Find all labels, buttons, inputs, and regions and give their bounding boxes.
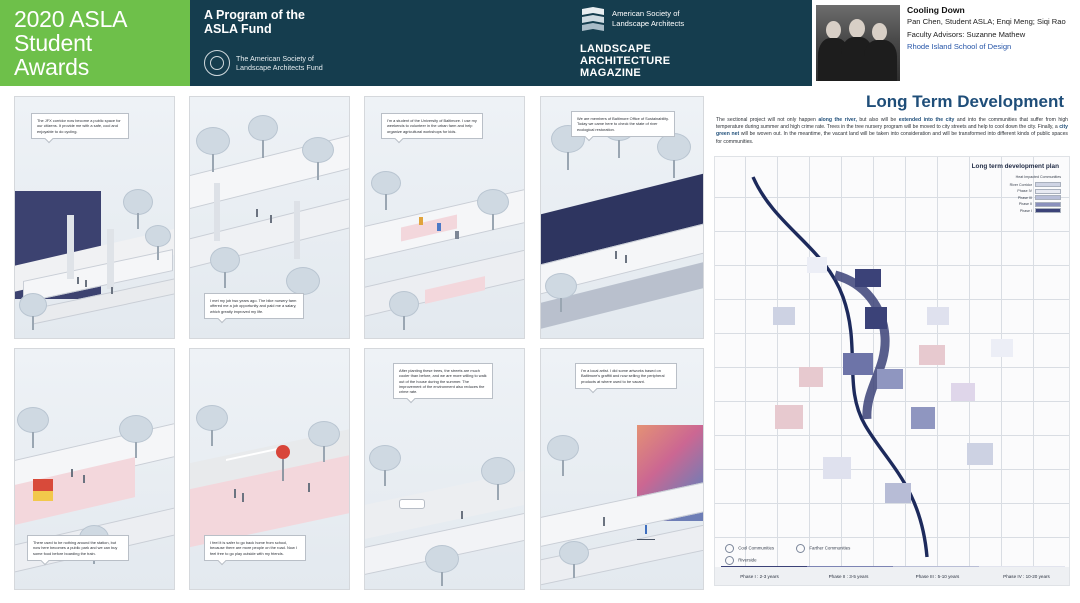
phase-label-1: Phase I : 2-3 years bbox=[740, 573, 779, 579]
legend-swatch-1 bbox=[1035, 189, 1061, 194]
team-photo bbox=[816, 5, 900, 81]
panel-callout-6 bbox=[204, 535, 306, 561]
asla-name-line-2: Landscape Architects bbox=[612, 18, 685, 28]
legend-label-0: River Corridor bbox=[1009, 182, 1032, 187]
panel-callout-7 bbox=[393, 363, 493, 399]
asla-seal-icon bbox=[204, 50, 230, 76]
panel-callout-4 bbox=[571, 111, 675, 137]
legend-label-3: Phase II bbox=[1018, 202, 1032, 207]
magazine-name-line-3: MAGAZINE bbox=[580, 67, 642, 79]
legend-item-3 bbox=[985, 202, 1061, 207]
map-icon-row bbox=[725, 544, 1061, 553]
legend-swatch-0 bbox=[1035, 182, 1061, 187]
para-bold-2: extended into the city bbox=[898, 117, 955, 123]
fund-title-line-1: A Program of the bbox=[204, 8, 305, 22]
illustration-panel-4 bbox=[540, 96, 704, 339]
illustration-panel-7 bbox=[364, 348, 525, 590]
award-title-block bbox=[0, 0, 190, 86]
fund-logo-text bbox=[236, 54, 323, 72]
panel-callout-text-3: I'm a student of the University of Baltimore. I use my weekends to volunteer in the urban farm and help organize agricultural workshops for kids. bbox=[387, 118, 477, 134]
panel-callout-5 bbox=[27, 535, 129, 561]
phase-label-3: Phase III : 5-10 years bbox=[915, 573, 960, 579]
legend-item-0 bbox=[985, 182, 1061, 187]
cool-communities-label: Cool Communities bbox=[738, 545, 775, 551]
panel-callout-text-1: The JFX corridor now become a public space for our citizens. It provide me with a safe, cool and enjoyable to do cycling. bbox=[37, 118, 121, 134]
long-term-development-map[interactable] bbox=[714, 156, 1070, 586]
asla-chevron-icon bbox=[580, 6, 606, 36]
panel-callout-text-5: There used to be nothing around the station, but now here becomes a public park and we can buy some food before boarding the train. bbox=[33, 540, 118, 556]
para-part-3: and into the communities that suffer from high temperature during summer and high crime rate. Trees in the tree nursery program will be moved to city streets and help to cool down the city. Finally, a bbox=[716, 117, 1068, 131]
para-bold-1: along the river, bbox=[818, 117, 857, 123]
phase-labels bbox=[715, 567, 1070, 585]
legend-label-2: Phase III bbox=[1017, 195, 1032, 200]
award-title bbox=[14, 7, 127, 79]
award-title-line-3: Awards bbox=[14, 54, 90, 80]
award-title-line-2: Student bbox=[14, 30, 92, 56]
riverside-label: Riverside bbox=[738, 557, 757, 563]
map-icon-row-2 bbox=[725, 556, 1061, 565]
legend-label-4: Phase I bbox=[1019, 208, 1032, 213]
illustration-panel-3 bbox=[364, 96, 525, 339]
illustration-panel-2 bbox=[189, 96, 350, 339]
panel-callout-1 bbox=[31, 113, 129, 139]
fund-logo-row bbox=[204, 50, 405, 76]
panel-callout-text-2: I met my job two years ago. The bike nursery farm offered me a job opportunity and paid me a salary, which greatly improved my life. bbox=[210, 298, 297, 314]
map-title: Long term development plan bbox=[971, 163, 1059, 170]
farther-communities-label: Farther Communities bbox=[809, 545, 851, 551]
illustration-panel-5 bbox=[14, 348, 175, 590]
legend-title: Heat Impacted Communities bbox=[1015, 175, 1061, 179]
section-title: Long Term Development bbox=[865, 92, 1064, 111]
para-part-4: will be woven out. In the meantime, the vacant land will be taken into consideration and will be transformed into different kinds of public spaces for communities. bbox=[716, 131, 1068, 145]
advisors-line: Faculty Advisors: Suzanne Mathew bbox=[907, 29, 1026, 39]
map-legend bbox=[985, 175, 1061, 215]
riverside-icon bbox=[725, 556, 734, 565]
asla-fund-block bbox=[190, 0, 405, 86]
panel-callout-text-8: I'm a local artist. I did some artworks based on Baltimore's graffiti and now selling the peripheral products at where used to be vacant. bbox=[581, 368, 665, 384]
illustration-panel-6 bbox=[189, 348, 350, 590]
project-title: Cooling Down bbox=[907, 5, 965, 15]
legend-item-1 bbox=[985, 189, 1061, 194]
school-line: Rhode Island School of Design bbox=[907, 42, 1012, 51]
legend-swatch-3 bbox=[1035, 202, 1061, 207]
asla-logo-row bbox=[580, 6, 810, 36]
cool-communities-item bbox=[725, 544, 774, 553]
legend-label-1: Phase IV bbox=[1017, 189, 1032, 194]
magazine-name bbox=[580, 43, 810, 79]
poster-header bbox=[0, 0, 1080, 86]
riverside-item bbox=[725, 556, 757, 565]
panel-callout-text-6: I feel it is safer to go back home from school, because there are more people on the road. Now I feel free to go play outside with my friends. bbox=[210, 540, 297, 556]
authors-block bbox=[812, 0, 1080, 86]
legend-swatch-2 bbox=[1035, 195, 1061, 200]
magazine-name-line-2: ARCHITECTURE bbox=[580, 55, 671, 67]
para-part-1: The sectional project will not only happen bbox=[716, 117, 819, 123]
farther-communities-item bbox=[796, 544, 850, 553]
legend-item-2 bbox=[985, 195, 1061, 200]
long-term-development-section bbox=[714, 88, 1070, 592]
panel-callout-text-7: After planting these trees, the streets are much cooler than before, and we are more willing to walk out of the house during the summer. The improvement of the environment also reduces the crime rate. bbox=[399, 368, 487, 395]
section-paragraph bbox=[714, 117, 1070, 146]
fund-title bbox=[204, 8, 405, 36]
phase-label-2: Phase II : 3-5 years bbox=[828, 573, 869, 579]
header-navy-band bbox=[190, 0, 1080, 86]
panel-callout-3 bbox=[381, 113, 483, 139]
cool-communities-icon bbox=[725, 544, 734, 553]
para-bold-3: city green net bbox=[716, 124, 1068, 138]
legend-item-4 bbox=[985, 208, 1061, 213]
asla-name bbox=[612, 6, 684, 28]
legend-swatch-4 bbox=[1035, 208, 1061, 213]
phase-label-4: Phase IV : 10-20 years bbox=[1003, 573, 1050, 579]
fund-logo-text-line-2: Landscape Architects Fund bbox=[236, 63, 323, 72]
magazine-block bbox=[580, 0, 810, 86]
award-title-line-1: 2020 ASLA bbox=[14, 6, 128, 32]
farther-communities-icon bbox=[796, 544, 805, 553]
fund-title-line-2: ASLA Fund bbox=[204, 22, 272, 36]
panel-callout-text-4: We are members of Baltimore Office of Sustainability. Today we came here to check the state of river ecological restoration. bbox=[577, 116, 669, 132]
students-line: Pan Chen, Student ASLA; Enqi Meng; Siqi Rao bbox=[907, 17, 1066, 26]
fund-logo-text-line-1: The American Society of bbox=[236, 54, 314, 63]
illustration-panel-1 bbox=[14, 96, 175, 339]
panel-callout-2 bbox=[204, 293, 304, 319]
magazine-name-line-1: LANDSCAPE bbox=[580, 43, 652, 55]
asla-name-line-1: American Society of bbox=[612, 9, 680, 18]
para-part-2: but also will be bbox=[856, 117, 899, 123]
illustration-panel-8 bbox=[540, 348, 704, 590]
illustration-grid bbox=[14, 96, 704, 590]
authors-text bbox=[900, 5, 1066, 82]
panel-callout-8 bbox=[575, 363, 677, 389]
